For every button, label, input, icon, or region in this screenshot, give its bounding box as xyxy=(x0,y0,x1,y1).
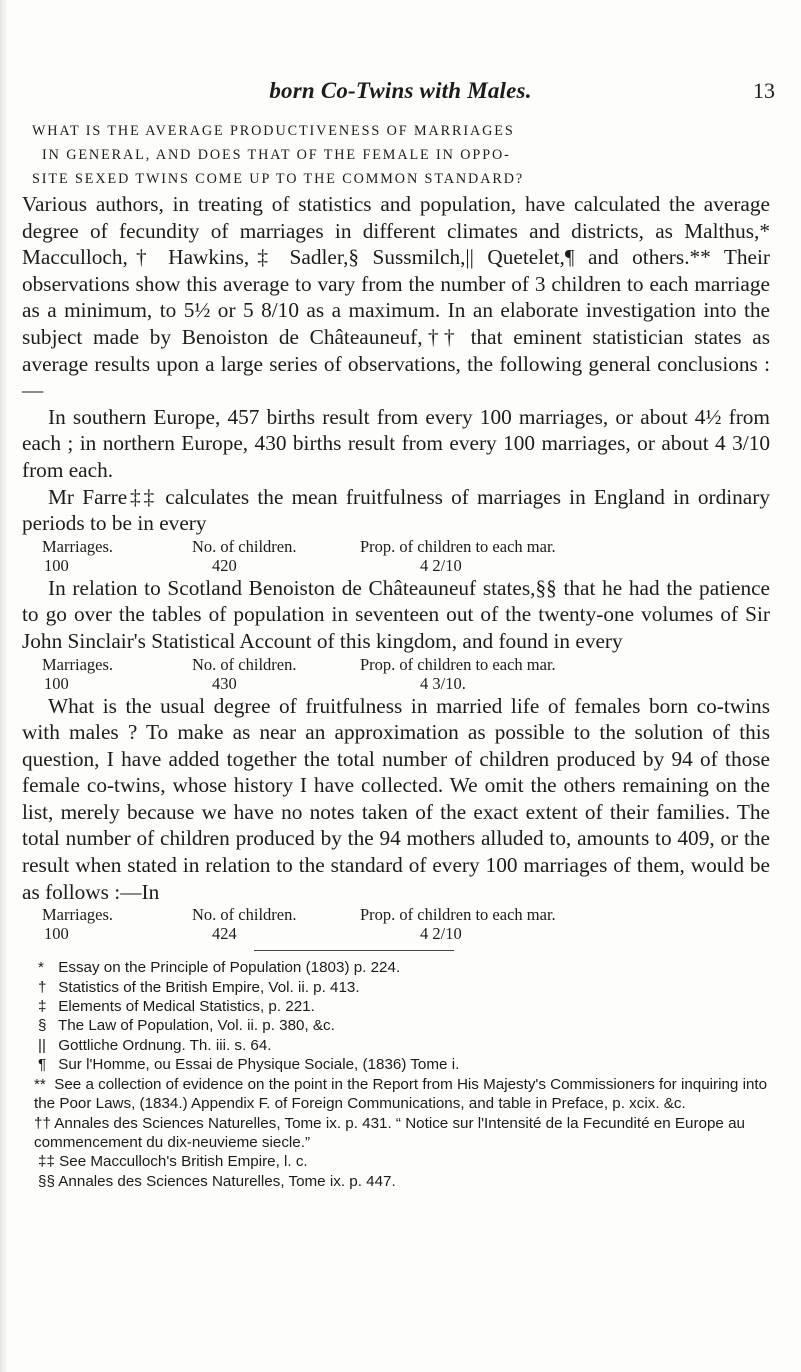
table-value-row xyxy=(22,924,762,943)
value-marriages: 100 xyxy=(44,924,69,944)
running-title: born Co-Twins with Males. xyxy=(269,78,532,103)
footnote xyxy=(22,1075,772,1114)
header-proportion: Prop. of children to each mar. xyxy=(360,536,556,556)
footnote xyxy=(22,1055,772,1074)
footnote xyxy=(22,997,772,1016)
table-header-row xyxy=(22,655,762,674)
header-marriages: Marriages. xyxy=(42,536,114,556)
header-marriages: Marriages. xyxy=(42,654,114,674)
page-gutter-shadow xyxy=(0,0,8,1372)
value-children: 420 xyxy=(212,555,237,575)
footnote-text: Elements of Medical Statistics, p. 221. xyxy=(58,998,315,1016)
paragraph-co-twins: What is the usual degree of fruitfulness in married life of females born co-twins with males ? To make as near an approximation as possible to the solution of this question, I have added together the total number of children produced by 94 of those female co-twins, whose history I have collected. We omit the others remaining on the list, merely because we have no notes taken of the exact extent of their families. The total number of children produced by the 94 mothers alluded to, amounts to 409, or the result when stated in relation to the standard of every 100 marriages of them, would be as follows :—In xyxy=(22,693,770,904)
footnote-text: Essay on the Principle of Population (1803) p. 224. xyxy=(58,959,401,977)
body-text xyxy=(22,119,770,1191)
question-line-2: IN GENERAL, AND DOES THAT OF THE FEMALE IN OPPO- xyxy=(42,147,511,163)
header-marriages: Marriages. xyxy=(42,905,114,925)
header-proportion: Prop. of children to each mar. xyxy=(360,654,556,674)
table-header-row xyxy=(22,537,762,556)
footnote-mark: * xyxy=(38,959,44,977)
fecundity-table-co-twins xyxy=(22,905,762,943)
fecundity-table-england xyxy=(22,537,762,575)
value-marriages: 100 xyxy=(44,673,69,693)
footnote-mark: †† xyxy=(34,1114,51,1132)
page-number: 13 xyxy=(753,78,775,103)
value-children: 430 xyxy=(212,673,237,693)
footnote-mark: ** xyxy=(34,1075,46,1093)
footnote-text: Statistics of the British Empire, Vol. ii. p. 413. xyxy=(58,978,360,996)
footnote-mark: ‡‡ xyxy=(38,1153,55,1171)
fecundity-table-scotland xyxy=(22,655,762,693)
footnote xyxy=(22,958,772,977)
question-line-3: SITE SEXED TWINS COME UP TO THE COMMON STANDARD? xyxy=(32,171,525,187)
table-header-row xyxy=(22,905,762,924)
section-question xyxy=(22,119,770,191)
footnote-text: Annales des Sciences Naturelles, Tome ix. p. 431. “ Notice sur l'Intensité de la Fecundité en Europe au commencement du dix-neuvieme siecle.” xyxy=(34,1114,745,1151)
header-children: No. of children. xyxy=(192,654,297,674)
footnote-text: Sur l'Homme, ou Essai de Physique Sociale, (1836) Tome i. xyxy=(58,1056,460,1074)
header-children: No. of children. xyxy=(192,905,297,925)
footnote xyxy=(22,1016,772,1035)
footnote-mark: ‡ xyxy=(38,998,47,1016)
footnote-mark: § xyxy=(38,1017,47,1035)
footnote-mark: † xyxy=(38,978,47,996)
paragraph-europe: In southern Europe, 457 births result from every 100 marriages, or about 4½ from each ; in northern Europe, 430 births result from every 100 marriages, or about 4 3/10 from each. xyxy=(22,404,770,482)
value-children: 424 xyxy=(212,924,237,944)
footnote-text: See Macculloch's British Empire, l. c. xyxy=(59,1153,308,1171)
footnote-mark: §§ xyxy=(38,1172,55,1190)
footnote-text: Annales des Sciences Naturelles, Tome ix. p. 447. xyxy=(58,1172,396,1190)
value-proportion: 4 2/10 xyxy=(420,924,462,944)
value-proportion: 4 2/10 xyxy=(420,555,462,575)
table-value-row xyxy=(22,556,762,575)
footnote xyxy=(22,1172,772,1191)
value-proportion: 4 3/10. xyxy=(420,673,466,693)
paragraph-scotland: In relation to Scotland Benoiston de Châteauneuf states,§§ that he had the patience to go over the tables of population in seventeen out of the twenty-one volumes of Sir John Sinclair's Statistical Account of this kingdom, and found in every xyxy=(22,575,770,653)
footnote xyxy=(22,1152,772,1171)
paragraph-authors: Various authors, in treating of statistics and population, have calculated the average degree of fecundity of marriages in different climates and districts, as Malthus,* Macculloch,† Hawkins,‡ Sadler,§ Sussmilch,|| Quetelet,¶ and others.** Their observations show this average to vary from the number of 3 children to each marriage as a minimum, to 5½ or 5 8/10 as a maximum. In an elaborate investigation into the subject made by Benoiston de Châteauneuf,†† that eminent statistician states as average results upon a large series of observations, the following general conclusions :— xyxy=(22,192,770,403)
footnote-text: Gottliche Ordnung. Th. iii. s. 64. xyxy=(58,1036,272,1054)
paragraph-farre: Mr Farre‡‡ calculates the mean fruitfulness of marriages in England in ordinary periods to be in every xyxy=(22,484,770,536)
question-line-1: WHAT IS THE AVERAGE PRODUCTIVENESS OF MARRIAGES xyxy=(32,123,515,139)
footnote-text: The Law of Population, Vol. ii. p. 380, &c. xyxy=(57,1017,335,1035)
footnotes xyxy=(22,958,772,1191)
footnote xyxy=(22,978,772,997)
footnote xyxy=(22,1114,772,1153)
header-proportion: Prop. of children to each mar. xyxy=(360,905,556,925)
footnote-mark: || xyxy=(38,1036,46,1054)
footnote-separator xyxy=(254,950,454,951)
footnote-mark: ¶ xyxy=(38,1056,47,1074)
footnote-text: See a collection of evidence on the point in the Report from His Majesty's Commissioners for inquiring into the Poor Laws, (1834.) Appendix F. of Foreign Communications, and table in Preface, p. xcix. &c. xyxy=(34,1075,768,1113)
page-header xyxy=(0,78,801,108)
table-value-row xyxy=(22,674,762,693)
value-marriages: 100 xyxy=(44,555,69,575)
footnote xyxy=(22,1036,772,1055)
header-children: No. of children. xyxy=(192,536,297,556)
